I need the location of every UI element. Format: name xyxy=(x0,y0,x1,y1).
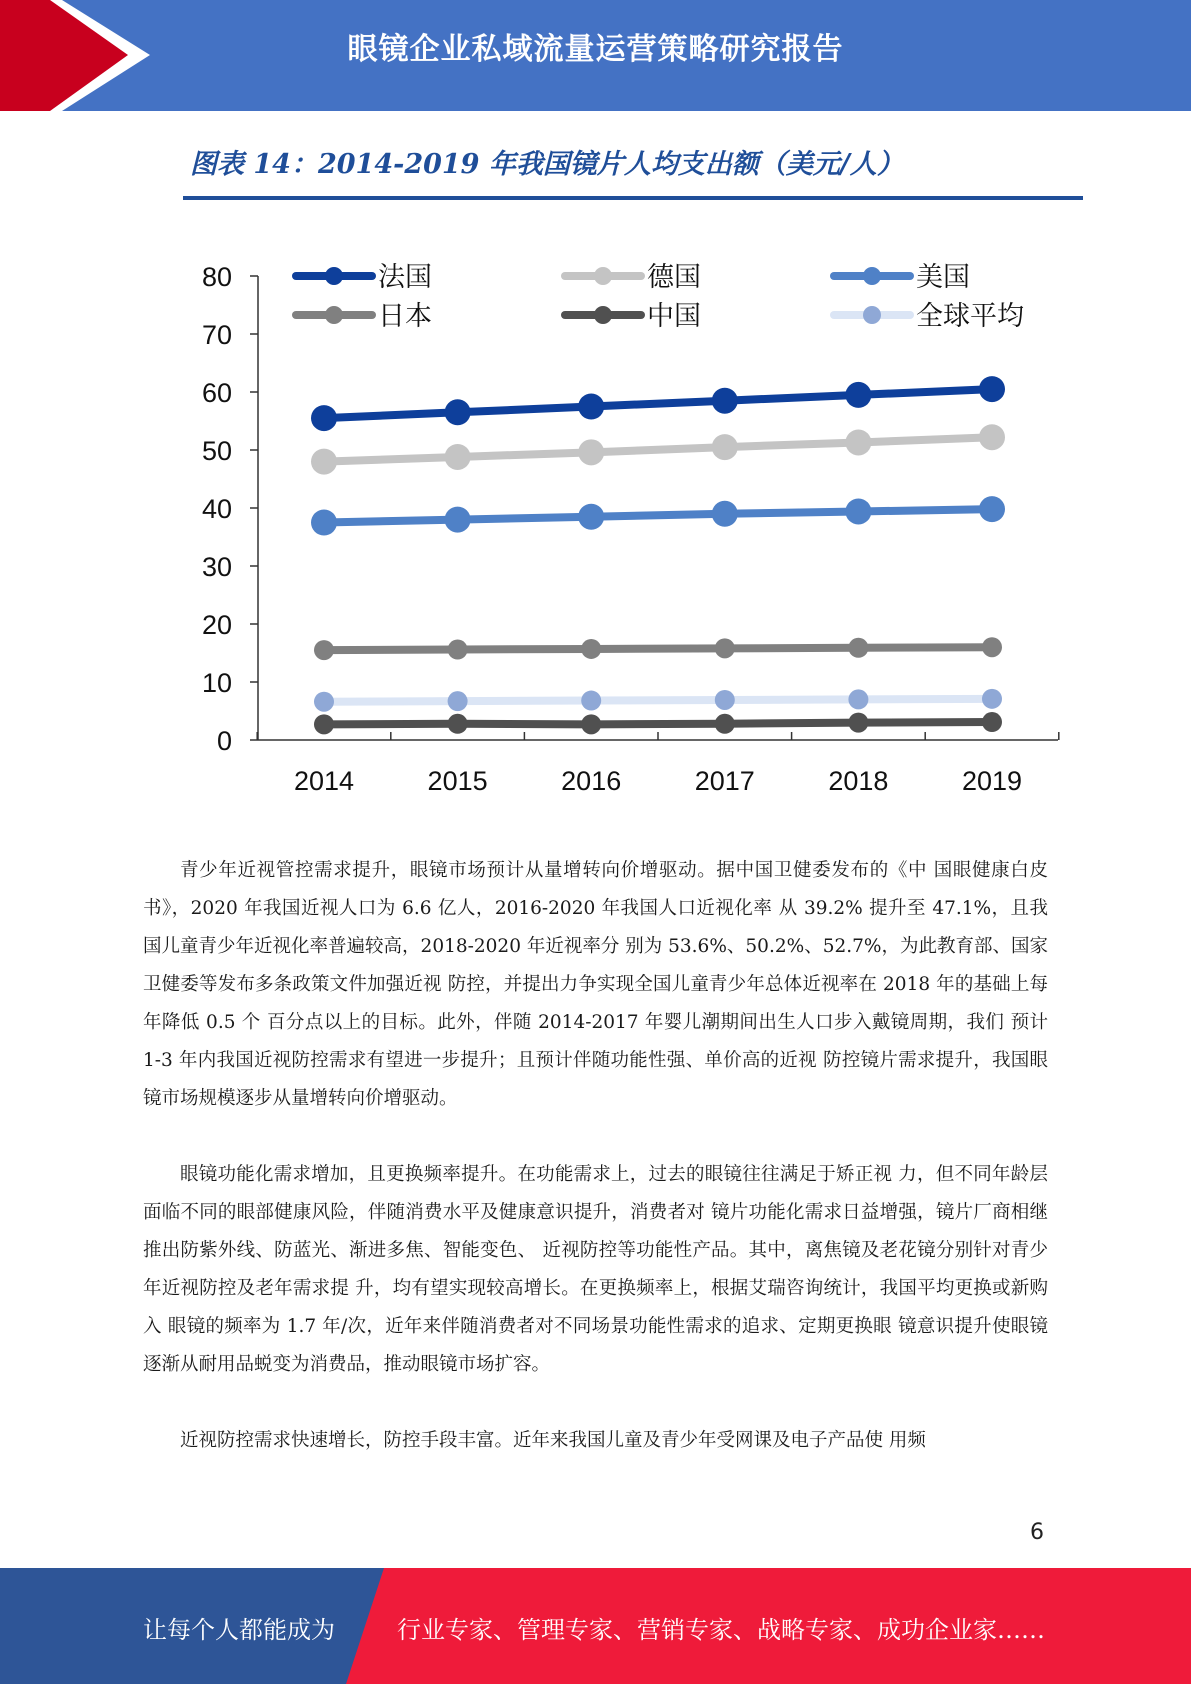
y-tick-label: 0 xyxy=(216,726,232,756)
series-3-point xyxy=(845,498,871,524)
series-4-point xyxy=(581,639,601,659)
body-text xyxy=(143,852,1048,1498)
y-tick-label: 20 xyxy=(201,610,232,640)
series-6-point xyxy=(848,689,868,709)
legend-label-5: 中国 xyxy=(647,301,701,332)
series-2-point xyxy=(712,434,738,460)
x-tick-label: 2017 xyxy=(694,766,755,796)
series-4-point xyxy=(848,638,868,658)
series-3-point xyxy=(979,496,1005,522)
legend-label-1: 法国 xyxy=(378,262,432,293)
series-line-3 xyxy=(324,509,992,522)
page-number: 6 xyxy=(1030,1520,1044,1545)
series-2-point xyxy=(979,424,1005,450)
legend-marker-3 xyxy=(863,267,881,285)
series-1-point xyxy=(445,399,471,425)
y-tick-label: 40 xyxy=(201,494,232,524)
figure-caption: 图表 14：2014-2019 年我国镜片人均支出额（美元/人） xyxy=(190,149,904,180)
series-2-point xyxy=(311,449,337,475)
series-5-point xyxy=(848,713,868,733)
x-tick-label: 2019 xyxy=(961,766,1023,796)
line-chart xyxy=(0,210,1191,810)
series-line-4 xyxy=(324,647,992,650)
x-tick-label: 2016 xyxy=(561,766,622,796)
series-2-point xyxy=(578,439,604,465)
x-tick-label: 2014 xyxy=(293,766,355,796)
series-4-point xyxy=(982,637,1002,657)
series-2-point xyxy=(845,429,871,455)
series-4-point xyxy=(448,640,468,660)
series-1-point xyxy=(311,405,337,431)
series-1-point xyxy=(578,394,604,420)
legend-marker-1 xyxy=(325,267,343,285)
y-tick-label: 80 xyxy=(201,262,232,292)
footer-slogan-right: 行业专家、管理专家、营销专家、战略专家、成功企业家…… xyxy=(397,1616,1045,1644)
caption-rule xyxy=(183,196,1083,200)
series-5-point xyxy=(448,714,468,734)
legend-label-4: 日本 xyxy=(378,301,432,332)
y-tick-label: 30 xyxy=(201,552,232,582)
series-1-point xyxy=(712,388,738,414)
y-tick-label: 50 xyxy=(201,436,232,466)
legend-marker-2 xyxy=(594,267,612,285)
paragraph-2: 眼镜功能化需求增加，且更换频率提升。在功能需求上，过去的眼镜往往满足于矫正视 力，但不同年龄层面临不同的眼部健康风险，伴随消费水平及健康意识提升，消费者对 镜片功能化需求日益增强，镜片厂商相继推出防紫外线、防蓝光、渐进多焦、智能变色、 近视防控等功能性产品。其中，离焦镜及老花镜分别针对青少年近视防控及老年需求提 升，均有望实现较高增长。在更换频率上，根据艾瑞咨询统计，我国平均更换或新购入 眼镜的频率为 1.7 年/次，近年来伴随消费者对不同场景功能性需求的追求、定期更换眼 镜意识提升使眼镜逐渐从耐用品蜕变为消费品，推动眼镜市场扩容。 xyxy=(143,1164,1048,1375)
series-2-point xyxy=(445,444,471,470)
series-6-point xyxy=(448,691,468,711)
x-tick-label: 2018 xyxy=(828,766,889,796)
series-line-6 xyxy=(324,699,992,702)
series-line-1 xyxy=(324,389,992,418)
page-header-title: 眼镜企业私域流量运营策略研究报告 xyxy=(347,32,844,67)
y-tick-label: 60 xyxy=(201,378,232,408)
series-5-point xyxy=(982,712,1002,732)
series-3-point xyxy=(578,504,604,530)
legend-label-3: 美国 xyxy=(916,262,970,293)
paragraph-1: 青少年近视管控需求提升，眼镜市场预计从量增转向价增驱动。据中国卫健委发布的《中 国眼健康白皮书》，2020 年我国近视人口为 6.6 亿人，2016-2020 年我国人口近视化率 从 39.2% 提升至 47.1%，且我国儿童青少年近视化率普遍较高，2018-2020 年近视率分 别为 53.6%、50.2%、52.7%，为此教育部、国家卫健委等发布多条政策文件加强近视 防控，并提出力争实现全国儿童青少年总体近视率在 2018 年的基础上每年降低 0.5 个 百分点以上的目标。此外，伴随 2014-2017 年婴儿潮期间出生人口步入戴镜周期，我们 预计 1-3 年内我国近视防控需求有望进一步提升；且预计伴随功能性强、单价高的近视 防控镜片需求提升，我国眼镜市场规模逐步从量增转向价增驱动。 xyxy=(143,860,1048,1109)
series-4-point xyxy=(314,640,334,660)
series-5-point xyxy=(715,714,735,734)
legend-label-6: 全球平均 xyxy=(916,301,1024,332)
series-6-point xyxy=(581,691,601,711)
legend-marker-5 xyxy=(594,306,612,324)
series-line-2 xyxy=(324,437,992,461)
series-1-point xyxy=(845,382,871,408)
legend-marker-6 xyxy=(863,306,881,324)
series-3-point xyxy=(445,507,471,533)
footer-slogan-left: 让每个人都能成为 xyxy=(143,1616,335,1644)
series-3-point xyxy=(712,501,738,527)
x-tick-label: 2015 xyxy=(427,766,488,796)
series-5-point xyxy=(314,714,334,734)
legend-marker-4 xyxy=(325,306,343,324)
y-tick-label: 70 xyxy=(201,320,232,350)
paragraph-3: 近视防控需求快速增长，防控手段丰富。近年来我国儿童及青少年受网课及电子产品使 用频 xyxy=(180,1430,926,1451)
series-6-point xyxy=(314,692,334,712)
series-3-point xyxy=(311,510,337,536)
legend-label-2: 德国 xyxy=(647,262,701,293)
series-1-point xyxy=(979,376,1005,402)
series-5-point xyxy=(581,714,601,734)
y-tick-label: 10 xyxy=(201,668,232,698)
series-line-5 xyxy=(324,722,992,724)
series-4-point xyxy=(715,638,735,658)
series-6-point xyxy=(715,690,735,710)
series-6-point xyxy=(982,689,1002,709)
